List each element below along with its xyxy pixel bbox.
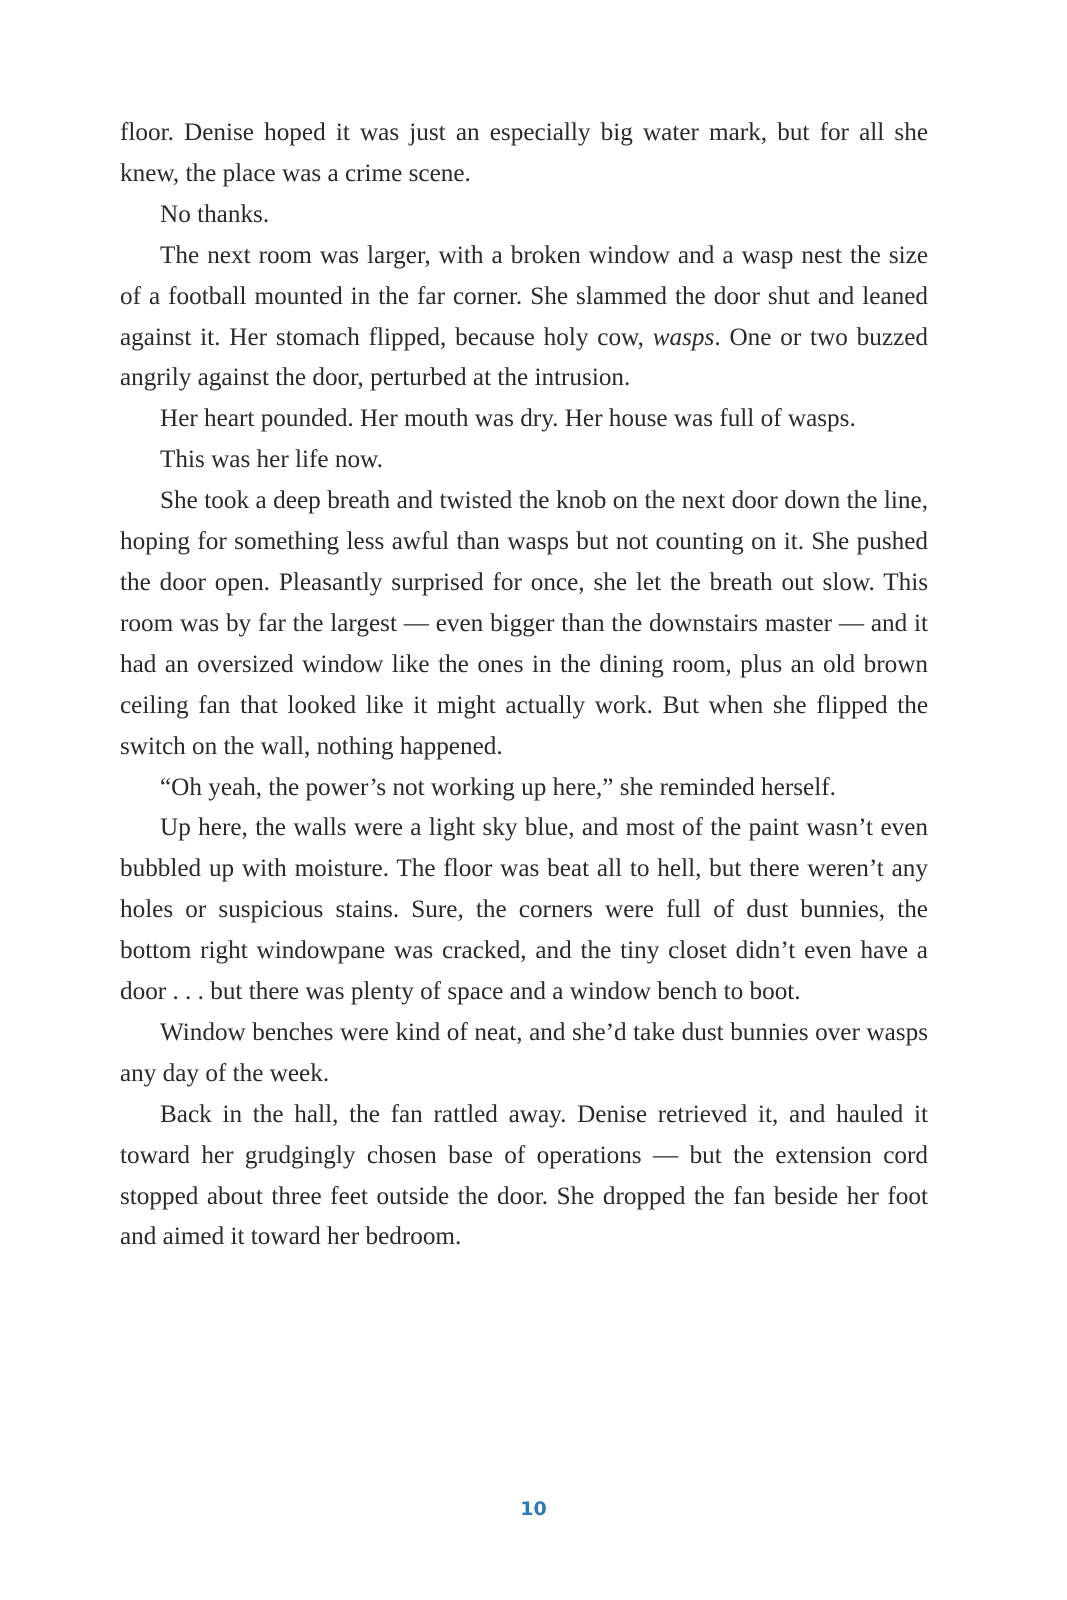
paragraph-3-before: The next room was larger, with a broken window and a wasp nest the size of a football mounted in the far corner. She slammed the door shut and leaned against it. Her stomach flipped, because holy cow, xyxy=(120,241,928,351)
paragraph-1: floor. Denise hoped it was just an especially big water mark, but for all she knew, the place was a crime scene. xyxy=(120,119,928,187)
paragraph-8: Up here, the walls were a light sky blue, and most of the paint wasn’t even bubbled up with moisture. The floor was beat all to hell, but there weren’t any holes or suspicious stains. Sure, the corners were full of dust bunnies, the bottom right windowpane was cracked, and the tiny closet didn’t even have a door . . . but there was plenty of space and a window bench to boot. xyxy=(120,814,928,1006)
paragraph-4: Her heart pounded. Her mouth was dry. Her house was full of wasps. xyxy=(160,405,856,433)
paragraph-2: No thanks. xyxy=(160,200,270,228)
paragraph-6: She took a deep breath and twisted the knob on the next door down the line, hoping for something less awful than wasps but not counting on it. She pushed the door open. Pleasantly surprised for once, she let the breath out slow. This room was by far the largest — even bigger than the downstairs master — and it had an oversized window like the ones in the dining room, plus an old brown ceiling fan that looked like it might actually work. But when she flipped the switch on the wall, nothing happened. xyxy=(120,487,928,760)
paragraph-7: “Oh yeah, the power’s not working up here,” she reminded herself. xyxy=(160,773,836,801)
paragraph-9: Window benches were kind of neat, and she’d take dust bunnies over wasps any day of the week. xyxy=(120,1018,928,1087)
paragraph-10: Back in the hall, the fan rattled away. Denise retrieved it, and hauled it toward her grudgingly chosen base of operations — but the extension cord stopped about three feet outside the door. She dropped the fan beside her foot and aimed it toward her bedroom. xyxy=(120,1100,928,1251)
paragraph-3-after: . One or two buzzed angrily against the door, perturbed at the intrusion. xyxy=(120,323,928,392)
paragraph-5: This was her life now. xyxy=(160,446,383,474)
body-text xyxy=(120,113,928,1258)
paragraph-3-emphasis: wasps xyxy=(652,323,715,351)
page-number: 10 xyxy=(520,1498,547,1520)
paragraph-3 xyxy=(120,236,928,400)
